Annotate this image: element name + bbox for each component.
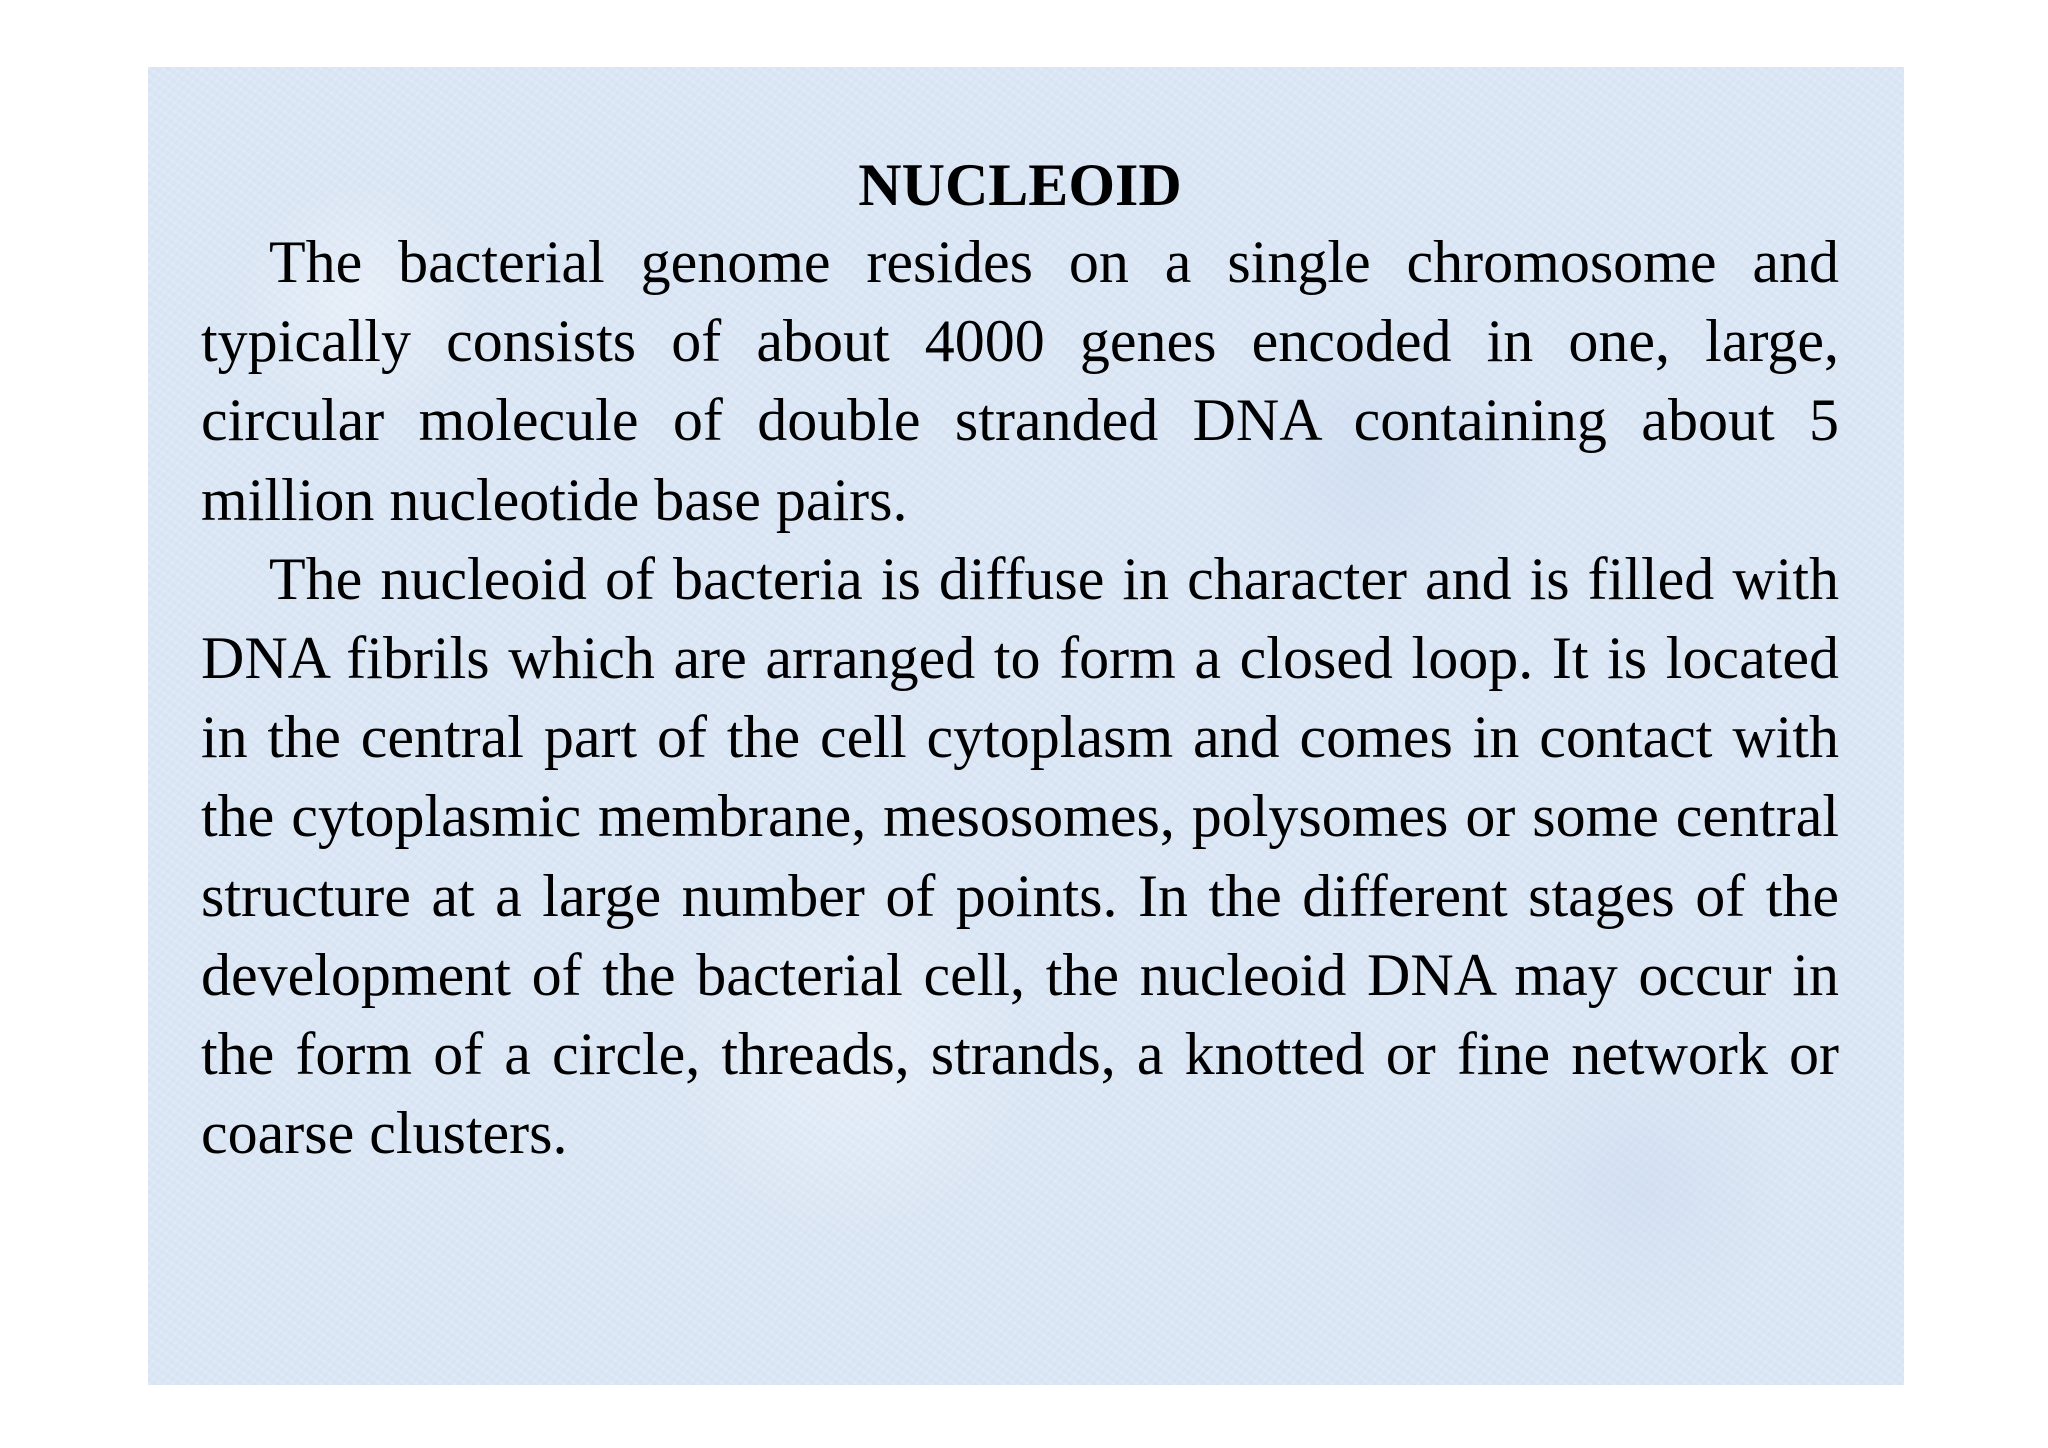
slide-title: NUCLEOID <box>858 152 1182 218</box>
slide-content <box>201 147 1839 1173</box>
paragraph-genome: The bacterial genome resides on a single chromosome and typically consists of about 4000 genes encoded in one, large, circular molecule of double stranded DNA containing about 5 million nucleotide base pairs. <box>201 229 1839 533</box>
paragraph-nucleoid: The nucleoid of bacteria is diffuse in character and is filled with DNA fibrils which are arranged to form a closed loop. It is located in the central part of the cell cytoplasm and comes in contact with the cytoplasmic membrane, mesosomes, polysomes or some central structure at a large number of points. In the different stages of the development of the bacterial cell, the nucleoid DNA may occur in the form of a circle, threads, strands, a knotted or fine network or coarse clusters. <box>201 545 1839 1167</box>
slide <box>148 67 1904 1385</box>
